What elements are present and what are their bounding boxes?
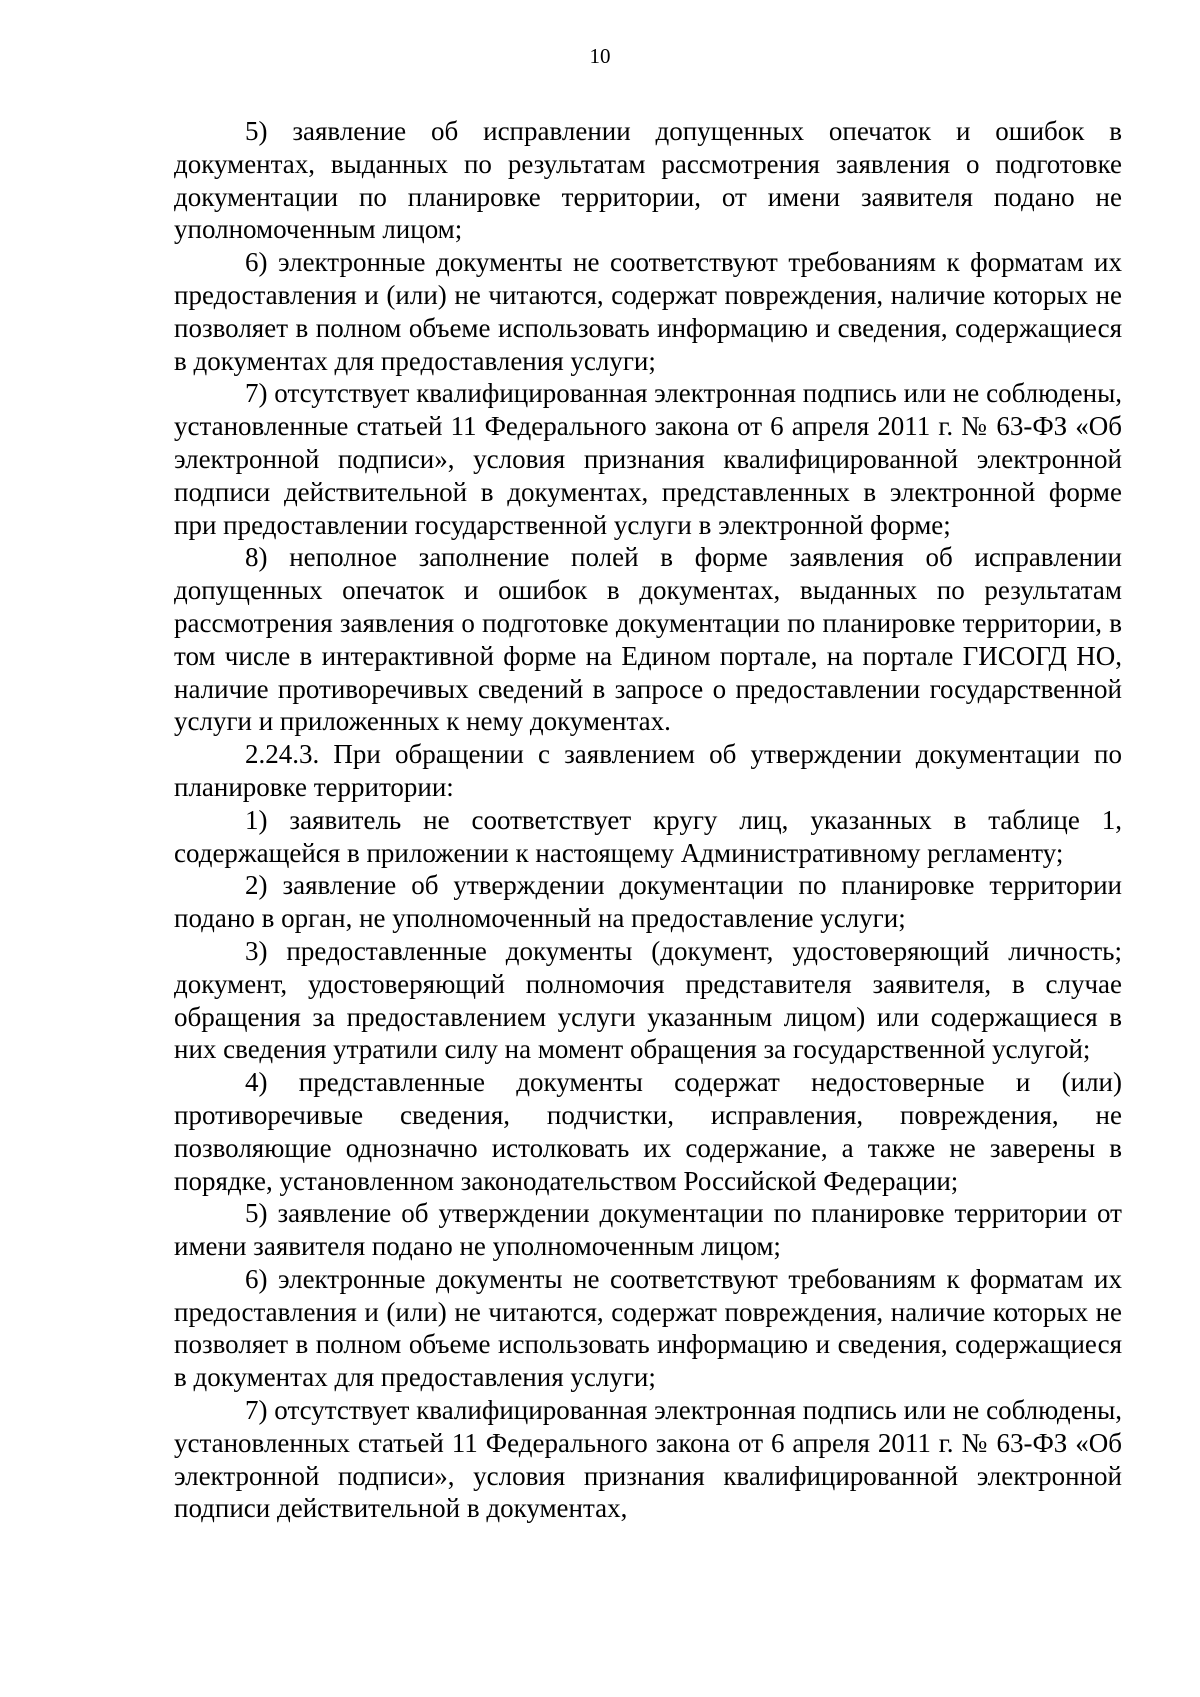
- paragraph-item-4-unreliable-documents: 4) представленные документы содержат недостоверные и (или) противоречивые сведения, подчистки, исправления, повреждения, не позволяющие однозначно истолковать их содержание, а также не заверены в порядке, установленном законодательством Российской Федерации;: [174, 1067, 1122, 1196]
- paragraph-item-6-electronic-format-repeat: 6) электронные документы не соответствуют требованиям к форматам их предоставления и (или) не читаются, содержат повреждения, наличие которых не позволяет в полном объеме использовать информацию и сведения, содержащиеся в документах для предоставления услуги;: [174, 1263, 1122, 1393]
- paragraph-item-6-electronic-format: 6) электронные документы не соответствуют требованиям к форматам их предоставления и (или) не читаются, содержат повреждения, наличие которых не позволяет в полном объеме использовать информацию и сведения, содержащиеся в документах для предоставления услуги;: [174, 247, 1122, 376]
- paragraph-item-5-correction-unauthorized: 5) заявление об исправлении допущенных опечаток и ошибок в документах, выданных по результатам рассмотрения заявления о подготовке документации по планировке территории, от имени заявителя подано не уполномоченным лицом;: [174, 116, 1122, 245]
- document-body: [174, 115, 1122, 1525]
- paragraph-item-7-electronic-signature-repeat: 7) отсутствует квалифицированная электронная подпись или не соблюдены, установленных статьей 11 Федерального закона от 6 апреля 2011 г. № 63-ФЗ «Об электронной подписи», условия признания квалифицированной электронной подписи действительной в документах,: [174, 1395, 1122, 1524]
- paragraph-item-1-applicant-mismatch: 1) заявитель не соответствует кругу лиц, указанных в таблице 1, содержащейся в приложении к настоящему Административному регламенту;: [174, 804, 1122, 868]
- paragraph-item-8-incomplete-form: 8) неполное заполнение полей в форме заявления об исправлении допущенных опечаток и ошибок в документах, выданных по результатам рассмотрения заявления о подготовке документации по планировке территории, в том числе в интерактивной форме на Едином портале, на портале ГИСОГД НО, наличие противоречивых сведений в запросе о предоставлении государственной услуги и приложенных к нему документах.: [174, 542, 1122, 737]
- paragraph-item-3-expired-documents: 3) предоставленные документы (документ, удостоверяющий личность; документ, удостоверяющий полномочия представителя заявителя, в случае обращения за предоставлением услуги указанным лицом) или содержащиеся в них сведения утратили силу на момент обращения за государственной услугой;: [174, 935, 1122, 1065]
- paragraph-item-7-electronic-signature: 7) отсутствует квалифицированная электронная подпись или не соблюдены, установленные статьей 11 Федерального закона от 6 апреля 2011 г. № 63-ФЗ «Об электронной подписи», условия признания квалифицированной электронной подписи действительной в документах, представленных в электронной форме при предоставлении государственной услуги в электронной форме;: [174, 378, 1122, 540]
- paragraph-item-2-wrong-authority: 2) заявление об утверждении документации по планировке территории подано в орган, не уполномоченный на предоставление услуги;: [174, 870, 1122, 934]
- paragraph-section-2-24-3: 2.24.3. При обращении с заявлением об утверждении документации по планировке территории:: [174, 739, 1122, 802]
- page-number: 10: [589, 44, 611, 68]
- paragraph-item-5-approval-unauthorized: 5) заявление об утверждении документации по планировке территории от имени заявителя подано не уполномоченным лицом;: [174, 1198, 1122, 1262]
